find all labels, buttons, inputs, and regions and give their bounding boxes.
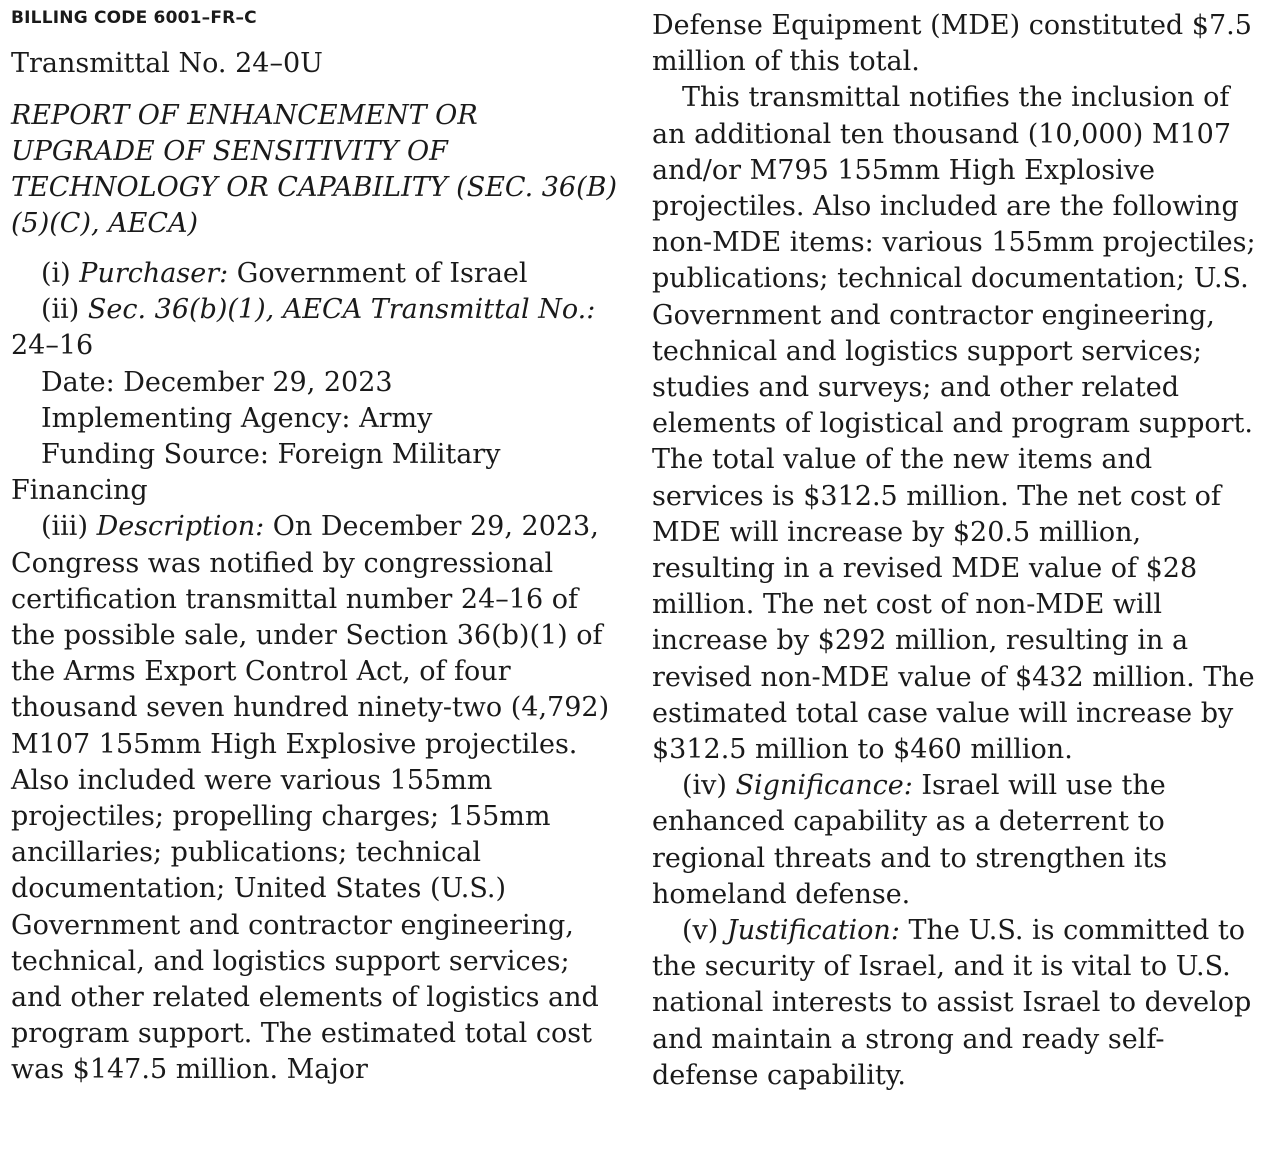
agency-paragraph: Implementing Agency: Army bbox=[41, 402, 433, 434]
justification-paragraph bbox=[652, 913, 1267, 1094]
transmittal-label: Sec. 36(b)(1), AECA Transmittal No.: bbox=[87, 294, 596, 326]
significance-prefix: (iv) bbox=[682, 770, 736, 802]
left-column bbox=[11, 0, 626, 1089]
purchaser-prefix: (i) bbox=[41, 258, 80, 289]
justification-label: Justification: bbox=[726, 915, 900, 947]
purchaser-value: Government of Israel bbox=[228, 258, 528, 289]
date-paragraph: Date: December 29, 2023 bbox=[41, 366, 393, 398]
purchaser-paragraph bbox=[11, 256, 626, 292]
transmittal-value: 24–16 bbox=[11, 330, 94, 362]
description-prefix: (iii) bbox=[41, 511, 97, 543]
justification-prefix: (v) bbox=[682, 915, 727, 947]
description-paragraph bbox=[11, 509, 626, 1088]
description-label: Description: bbox=[96, 511, 265, 543]
significance-label: Significance: bbox=[735, 770, 913, 802]
right-column bbox=[652, 0, 1267, 1094]
report-title: REPORT OF ENHANCEMENT OR UPGRADE OF SENSITIVITY OF TECHNOLOGY OR CAPABILITY (SEC. 36(B)(5)(C), AECA) bbox=[11, 100, 618, 239]
transmittal-prefix: (ii) bbox=[41, 294, 88, 326]
significance-paragraph bbox=[652, 768, 1267, 913]
significance-value: Israel will use the enhanced capability as a deterrent to regional threats and to strengthen its homeland defense. bbox=[652, 770, 1168, 910]
description-value: On December 29, 2023, Congress was notified by congressional certification transmittal number 24–16 of the possible sale, under Section 36(b)(1) of the Arms Export Control Act, of four thousand seven hundred ninety-two (4,792) M107 155mm High Explosive projectiles. Also included were various 155mm projectiles; propelling charges; 155mm ancillaries; publications; technical documentation; United States (U.S.) Government and contractor engineering, technical, and logistics support services; and other related elements of logistics and program support. The estimated total cost was $147.5 million. Major bbox=[11, 511, 610, 1086]
justification-value: The U.S. is committed to the security of Israel, and it is vital to U.S. national interests to assist Israel to develop and maintain a strong and ready self-defense capability. bbox=[652, 915, 1252, 1091]
purchaser-label: Purchaser: bbox=[79, 258, 229, 289]
inclusion-paragraph: This transmittal notifies the inclusion of an additional ten thousand (10,000) M107 and/or M795 155mm High Explosive projectiles. Also included are the following non-MDE items: various 155mm projectiles; publications; technical documentation; U.S. Government and contractor engineering, technical and logistics support services; studies and surveys; and other related elements of logistical and program support. The total value of the new items and services is $312.5 million. The net cost of MDE will increase by $20.5 million, resulting in a revised MDE value of $28 million. The net cost of non-MDE will increase by $292 million, resulting in a revised non-MDE value of $432 million. The estimated total case value will increase by $312.5 million to $460 million. bbox=[652, 82, 1256, 766]
funding-paragraph: Funding Source: Foreign Military Financing bbox=[11, 439, 501, 507]
billing-code: BILLING CODE 6001–FR–C bbox=[11, 8, 257, 28]
transmittal-number: Transmittal No. 24–0U bbox=[11, 48, 323, 79]
description-continued: Defense Equipment (MDE) constituted $7.5 million of this total. bbox=[652, 10, 1252, 78]
transmittal-paragraph bbox=[11, 292, 626, 364]
